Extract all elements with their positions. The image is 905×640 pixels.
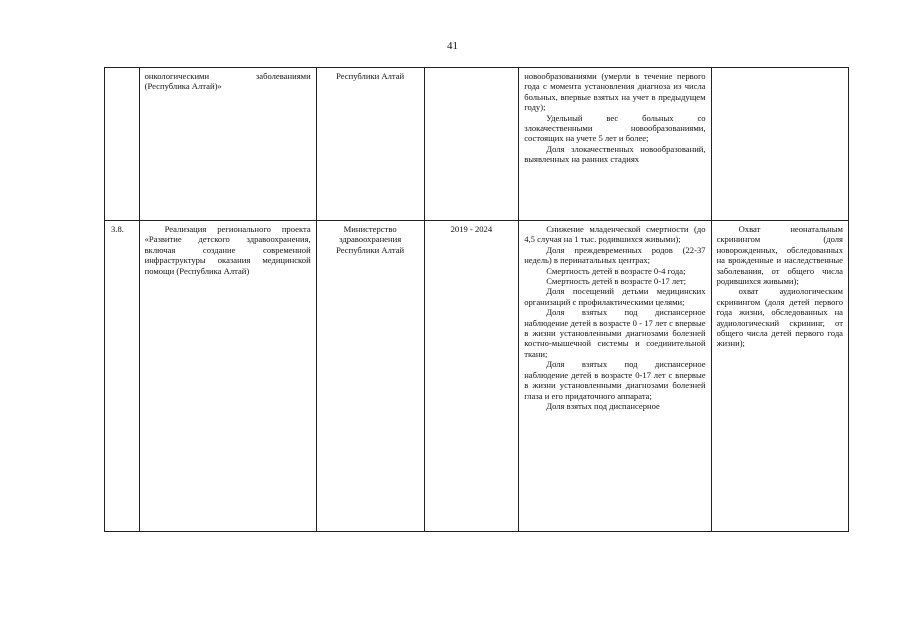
- indicator-text: Снижение младенческой смертности (до 4,5 случая на 1 тыс. родившихся живыми);: [524, 224, 706, 245]
- indicator-text: Доля посещений детьми медицинских организаций с профилактическими целями;: [524, 286, 706, 307]
- indicator-text: новообразованиями (умерли в течение первого года с момента установления диагноза из числа больных, впервые взятых на учет в предыдущем году);: [524, 71, 706, 113]
- measure-name-cell: онкологическими заболеваниями (Республика Алтай)»: [139, 68, 316, 221]
- indicator-text: Доля взятых под диспансерное наблюдение детей в возрасте 0-17 лет с впервые в жизни установленными диагнозами болезней глаза и его придаточного аппарата;: [524, 359, 706, 401]
- indicator-text: Смертность детей в возрасте 0-17 лет;: [546, 276, 687, 287]
- indicator-text: Доля преждевременных родов (22-37 недель) в перинатальных центрах;: [524, 244, 706, 266]
- indicators-cell: [519, 221, 711, 532]
- measure-name-cell: Реализация регионального проекта «Развитие детского здравоохранения, включая создание современной инфраструктуры оказания медицинской помощи (Республика Алтай): [139, 221, 316, 532]
- result-text: охват аудиологическим скринингом (доля детей первого года жизни, обследованных на аудиологический скрининг, от общего числа детей первого года жизни);: [716, 286, 843, 349]
- indicator-text: Доля взятых под диспансерное наблюдение детей в возрасте 0 - 17 лет с впервые в жизни установленными диагнозами болезней костно-мышечной системы и соединительной ткани;: [524, 307, 706, 359]
- executor-cell: Министерство здравоохранения Республики Алтай: [316, 221, 424, 532]
- row-number-cell: [105, 68, 140, 221]
- indicator-text: Удельный вес больных со злокачественными новообразованиями, состоящих на учете 5 лет и более;: [524, 112, 706, 144]
- results-cell: [711, 221, 848, 532]
- table-row: [105, 68, 849, 221]
- result-text: Охват неонатальным скринингом (доля новорожденных, обследованных на врожденные и наследственные заболевания, от общего числа родившихся живыми);: [716, 224, 843, 287]
- period-cell: [424, 68, 519, 221]
- page-number: 41: [447, 40, 458, 52]
- table-row: [105, 221, 849, 532]
- results-cell: [711, 68, 848, 221]
- indicator-text: Доля взятых под диспансерное: [546, 400, 660, 411]
- indicator-text: Доля злокачественных новообразований, выявленных на ранних стадиях: [524, 143, 706, 165]
- program-table: [104, 67, 849, 532]
- indicator-text: Смертность детей в возрасте 0-4 года;: [546, 265, 686, 276]
- period-cell: 2019 - 2024: [424, 221, 519, 532]
- indicators-cell: [519, 68, 711, 221]
- executor-cell: Республики Алтай: [316, 68, 424, 221]
- row-number-cell: 3.8.: [105, 221, 140, 532]
